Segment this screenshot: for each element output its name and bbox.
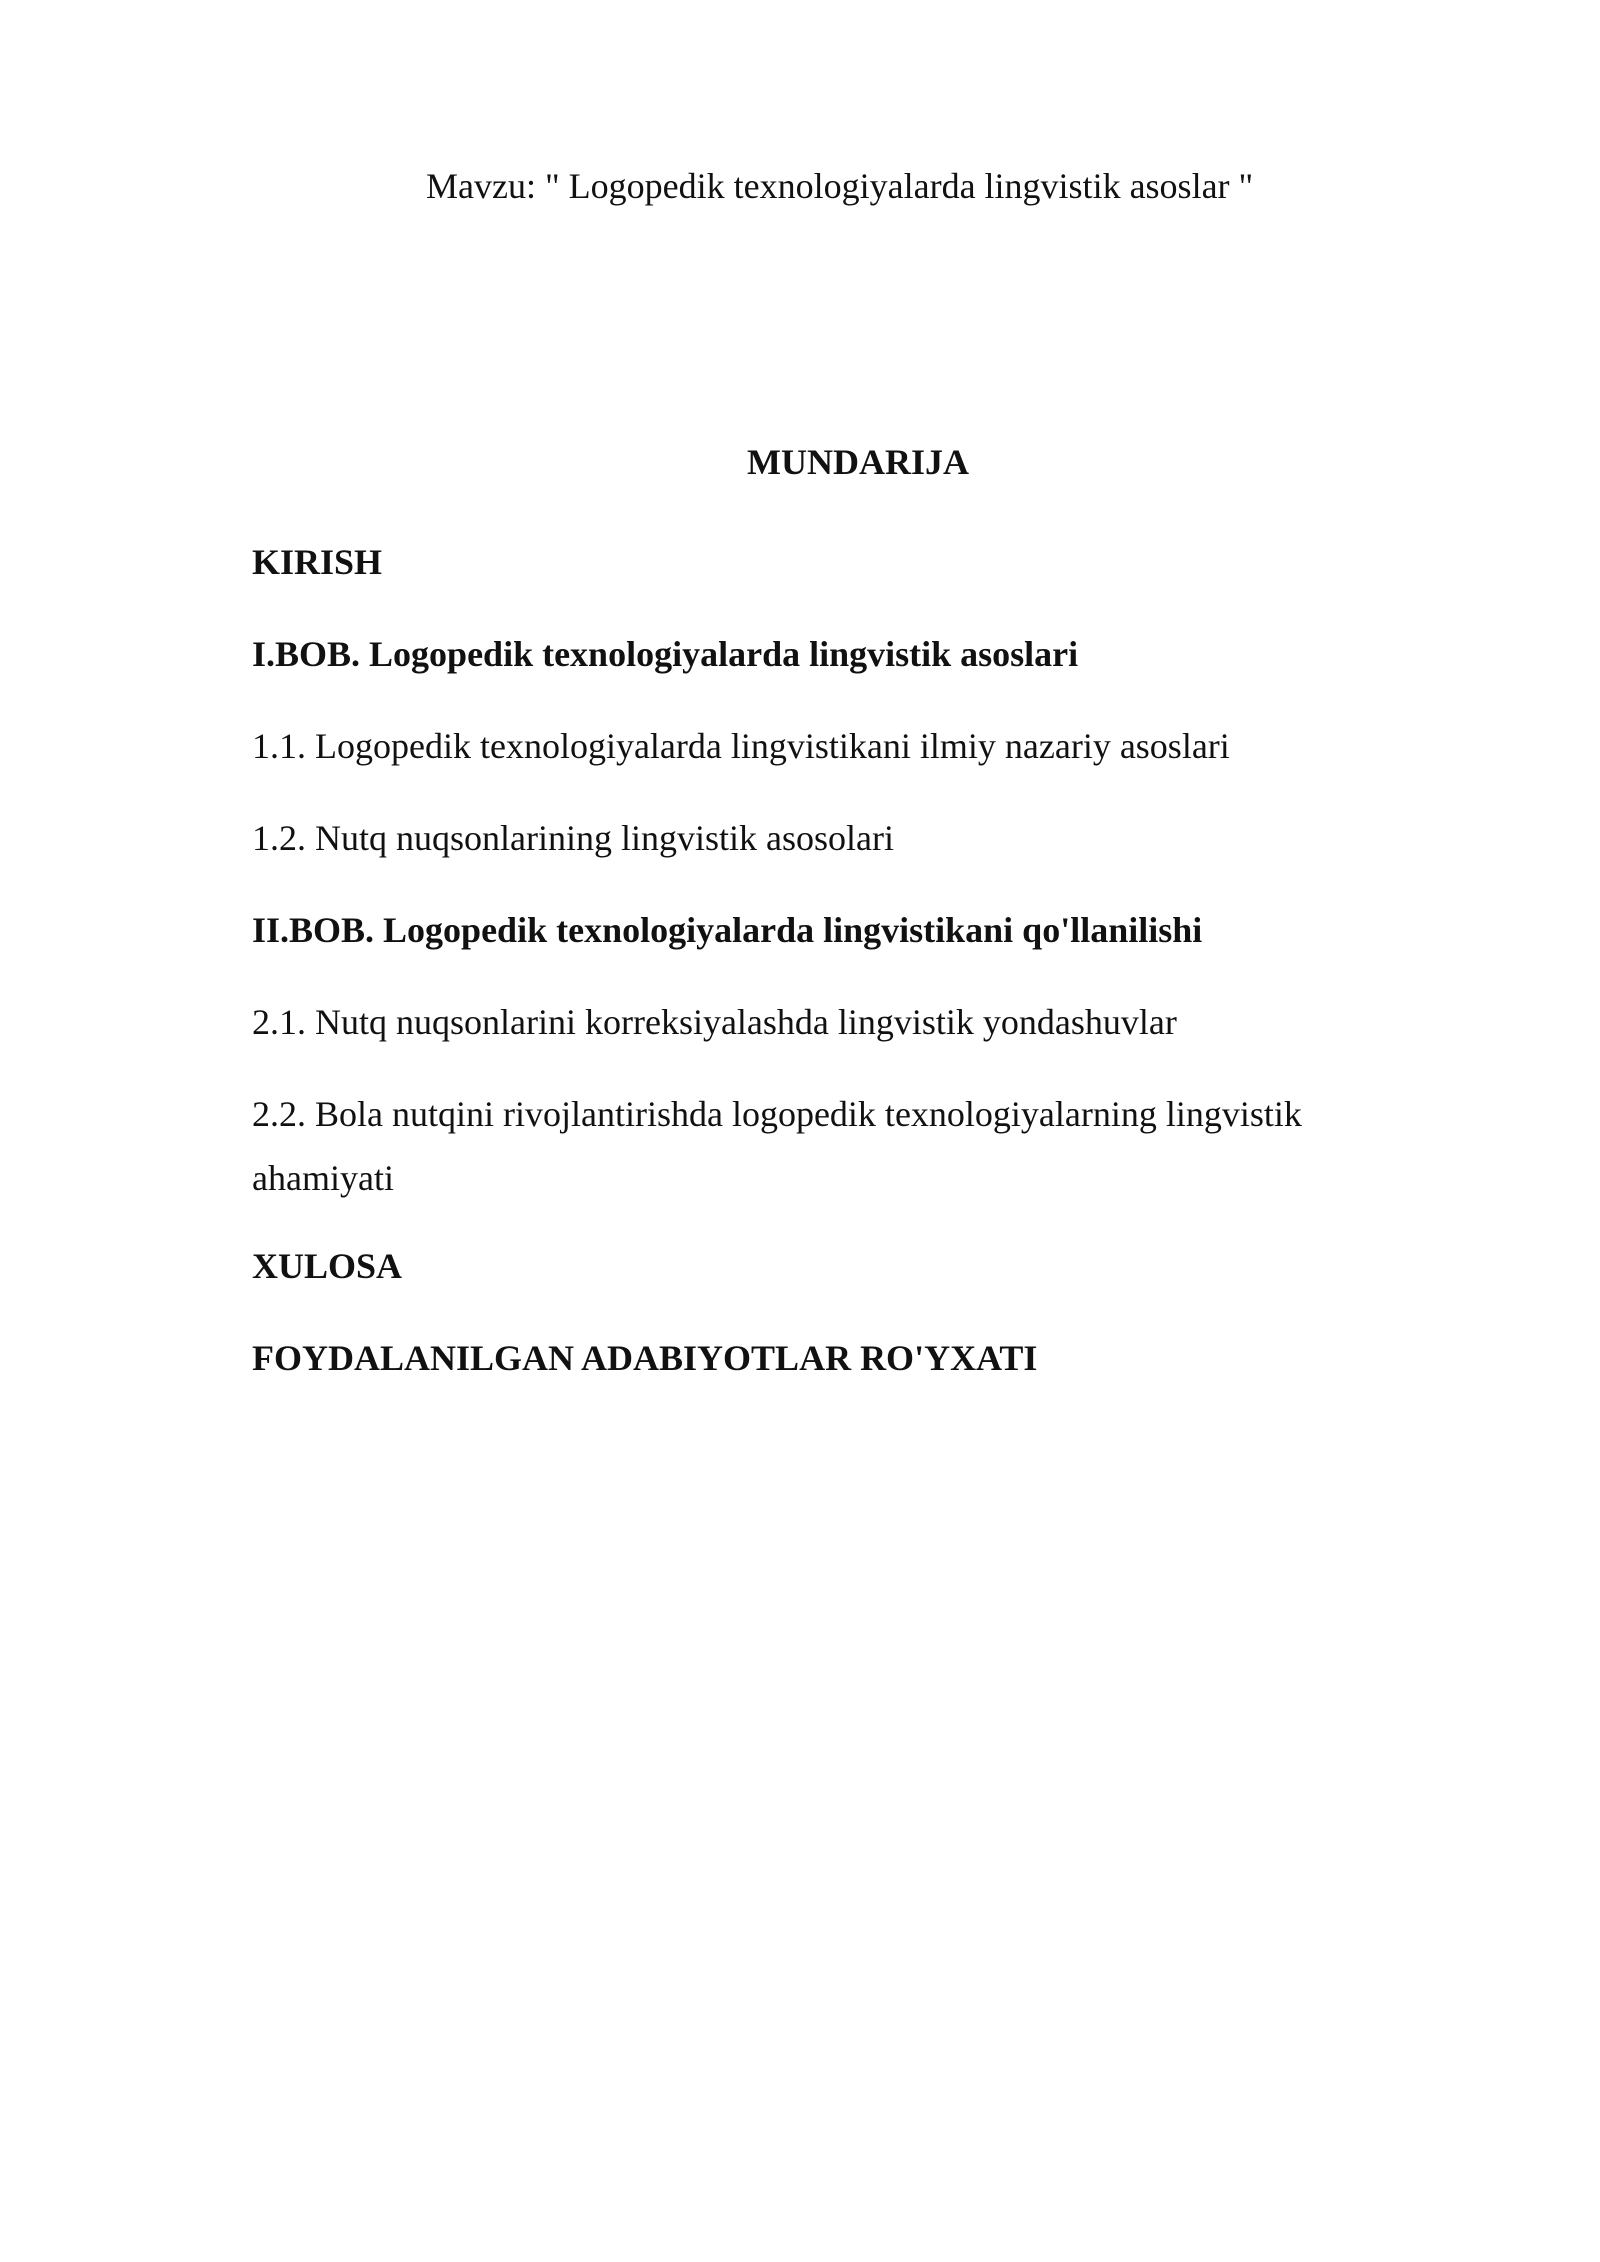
toc-item-introduction: KIRISH: [252, 542, 383, 582]
toc-item-conclusion: XULOSA: [252, 1246, 403, 1286]
document-subject: Mavzu: " Logopedik texnologiyalarda lingvistik asoslar ": [426, 166, 1254, 206]
toc-item-section-1-2: 1.2. Nutq nuqsonlarining lingvistik asosolari: [252, 818, 894, 858]
toc-item-section-2-2: 2.2. Bola nutqini rivojlantirishda logopedik texnologiyalarning lingvistik ahamiyati: [252, 1094, 1302, 1198]
toc-item-chapter-1: I.BOB. Logopedik texnologiyalarda lingvistik asoslari: [252, 634, 1079, 674]
toc-item-chapter-2: II.BOB. Logopedik texnologiyalarda lingvistikani qo'llanilishi: [252, 910, 1203, 950]
toc-item-references: FOYDALANILGAN ADABIYOTLAR RO'YXATI: [252, 1338, 1038, 1378]
toc-item-section-1-1: 1.1. Logopedik texnologiyalarda lingvistikani ilmiy nazariy asoslari: [252, 726, 1230, 766]
toc-title: MUNDARIJA: [747, 442, 969, 482]
toc-item-section-2-1: 2.1. Nutq nuqsonlarini korreksiyalashda lingvistik yondashuvlar: [252, 1002, 1177, 1042]
